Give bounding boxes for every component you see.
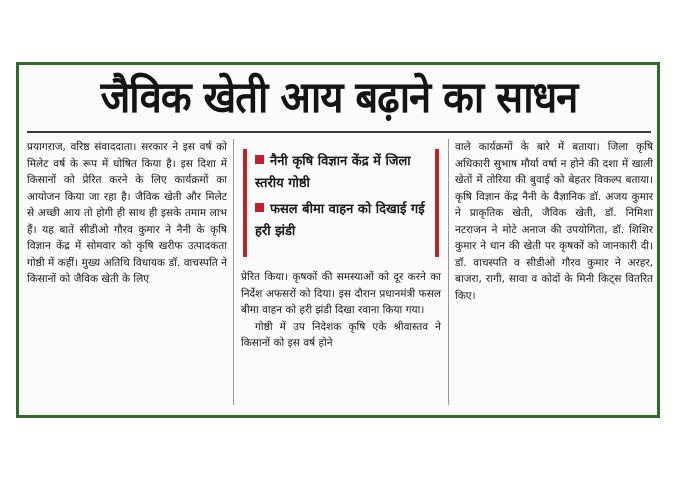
highlight-bar-right: [435, 149, 439, 257]
highlight-item: [255, 199, 431, 243]
article-paragraph: प्रयागराज, वरिष्ठ संवाददाता। सरकार ने इस वर्ष को मिलेट वर्ष के रूप में घोषित किया है। इस दिशा में किसानों को प्रेरित करने के लिए कार्यक्रमों का आयोजन किया जा रहा है। जैविक खेती और मिलेट से अच्छी आय तो होगी ही साथ ही इसके तमाम लाभ हैं। यह बातें सीडीओ गौरव कुमार ने नैनी के कृषि विज्ञान केंद्र में सोमवार को कृषि खरीफ उत्पादकता गोष्ठी में कहीं। मुख्य अतिथि विधायक डॉ. वाचस्पति ने किसानों को जैविक खेती के लिए: [27, 141, 227, 285]
headline-rule: [27, 131, 651, 133]
article-paragraph: गोष्ठी में उप निदेशक कृषि एके श्रीवास्तव ने किसानों को इस वर्ष होने: [241, 320, 441, 349]
bullet-square-icon: [255, 155, 264, 164]
highlight-item: [255, 151, 431, 195]
bullet-square-icon: [255, 203, 264, 212]
highlight-text: फसल बीमा वाहन को दिखाई गई हरी झंडी: [255, 202, 425, 239]
article-paragraph: प्रेरित किया। कृषकों की समस्याओं को दूर करने का निर्देश अफसरों को दिया। इस दौरान प्रधानमंत्री फसल बीमा वाहन को हरी झंडी दिखा रवाना किया गया।: [241, 271, 441, 316]
highlight-box: [243, 149, 439, 257]
column-divider: [233, 139, 234, 405]
article-column-right: [455, 139, 653, 304]
column-divider: [448, 139, 449, 405]
highlight-text: नैनी कृषि विज्ञान केंद्र में जिला स्तरीय गोष्ठी: [255, 154, 411, 191]
news-clipping: [16, 62, 660, 418]
article-paragraph: वाले कार्यक्रमों के बारे में बताया। जिला कृषि अधिकारी सुभाष मौर्या वर्षा न होने की दशा में खाली खेतों में तोरिया की बुवाई को बेहतर विकल्प बताया। कृषि विज्ञान केंद्र नैनी के वैज्ञानिक डॉ. अजय कुमार ने प्राकृतिक खेती, जैविक खेती, डॉ. निमिशा नटराजन ने मोटे अनाज की उपयोगिता, डॉ. शिशिर कुमार ने धान की खेती पर कृषकों को जानकारी दी। डॉ. वाचस्पति व सीडीओ गौरव कुमार ने अरहर, बाजरा, रागी, सावा व कोदों के मिनी किट्स वितरित किए।: [455, 141, 653, 302]
article-column-middle: [241, 269, 441, 352]
highlight-bar-left: [243, 149, 247, 257]
article-column-left: [27, 139, 227, 288]
headline: जैविक खेती आय बढ़ाने का साधन: [100, 73, 578, 123]
